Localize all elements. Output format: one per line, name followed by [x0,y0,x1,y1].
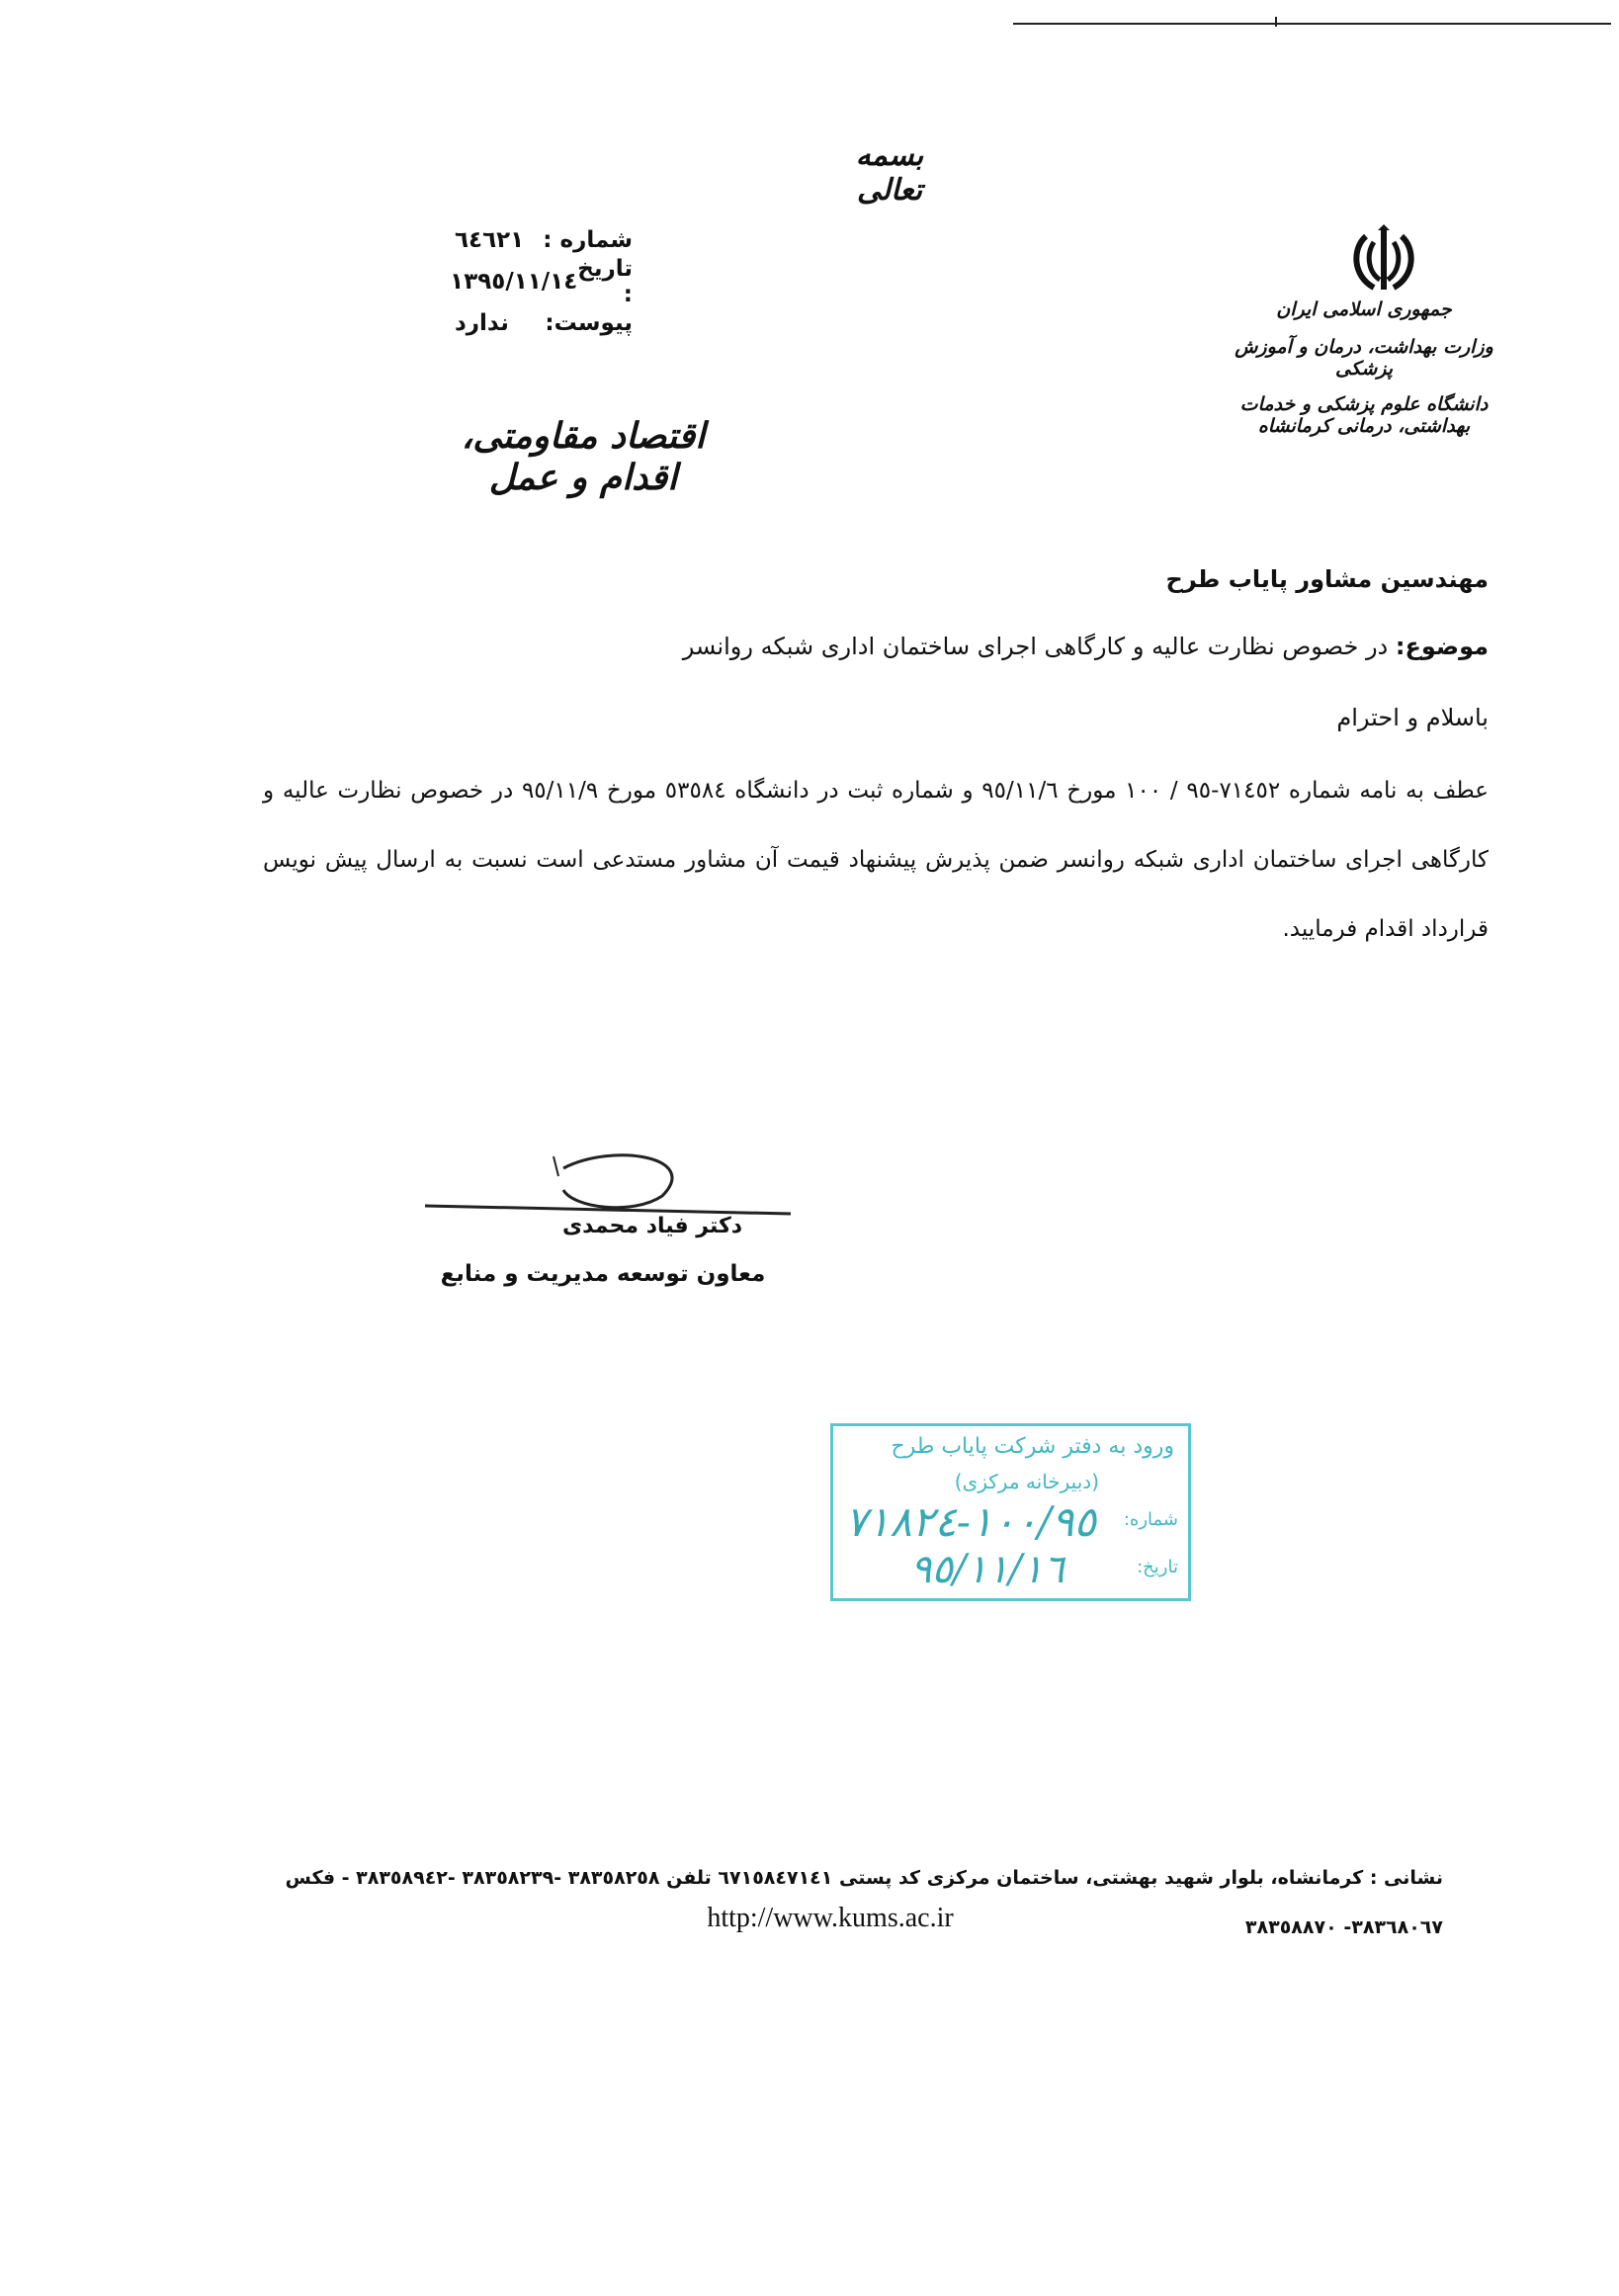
basmala: بسمه تعالی [855,138,924,208]
body-paragraph: عطف به نامه شماره ٧١٤٥٢-٩٥ / ١٠٠ مورخ ٩٥/١١/٦ و شماره ثبت در دانشگاه ٥٣٥٨٤ مورخ ٩٥/١١/٩ در خصوص نظارت عالیه و کارگاهی اجرای ساختمان اداری شبکه روانسر ضمن پذیرش پیشنهاد قیمت آن مشاور مستدعی است نسبت به ارسال پیش نویس قرارداد اقدام فرمایید. [263,778,1490,942]
org-line-2: وزارت بهداشت، درمان و آموزش پزشکی [1235,336,1493,380]
meta-number-row [415,219,633,261]
subject-text: در خصوص نظارت عالیه و کارگاهی اجرای ساختمان اداری شبکه روانسر [682,633,1396,660]
top-rule-tick [1275,17,1277,27]
meta-date-value: ١٣٩٥/١١/١٤ [450,269,578,295]
meta-attachment-row [415,302,633,344]
received-stamp [830,1423,1191,1601]
slogan: اقتصاد مقاومتی، اقدام و عمل [461,415,706,498]
stamp-line-1: ورود به دفتر شرکت پایاب طرح [891,1434,1174,1459]
letter-meta [415,219,633,344]
stamp-line-2: (دبیرخانه مرکزی) [954,1470,1099,1493]
signatory-title: معاون توسعه مدیریت و منابع [440,1261,766,1287]
stamp-date-label: تاریخ: [1137,1557,1178,1577]
meta-attachment-label: پیوست: [545,310,633,336]
greeting: باسلام و احترام [1336,704,1489,731]
org-line-3: دانشگاه علوم پزشکی و خدمات بهداشتی، درمانی کرمانشاه [1239,393,1489,437]
org-line-1: جمهوری اسلامی ایران [1276,298,1452,320]
subject-label: موضوع: [1395,633,1489,660]
stamp-number-value: ١٠٠/٩٥-٧١٨٢٤ [845,1497,1096,1546]
meta-number-label: شماره : [543,227,633,253]
top-rule [1013,23,1611,25]
iran-emblem-icon [1344,222,1423,301]
meta-date-label: تاریخ : [577,256,633,307]
footer-website-link[interactable]: http://www.kums.ac.ir [707,1903,954,1933]
stamp-date-value: ٩٥/١١/١٦ [910,1547,1065,1592]
addressee: مهندسین مشاور پایاب طرح [1165,565,1489,593]
subject-line [683,633,1489,660]
meta-attachment-value: ندارد [455,310,509,336]
meta-date-row [415,256,633,307]
signatory-name: دکتر فیاد محمدی [561,1214,743,1238]
stamp-number-label: شماره: [1123,1509,1178,1530]
footer-address: نشانی : کرمانشاه، بلوار شهید بهشتی، ساختمان مرکزی کد پستی ٦٧١٥٨٤٧١٤١ تلفن ٣٨٣٥٨٢٥٨ -٣٨٣٥٨٢٣٩ -٣٨٣٥٨٩٤٢ - فکس ٣٨٣٦٨٠٦٧- ٣٨٣٥٨٨٧٠ [285,1867,1443,1938]
meta-number-value: ٦٤٦٢١ [455,227,525,253]
